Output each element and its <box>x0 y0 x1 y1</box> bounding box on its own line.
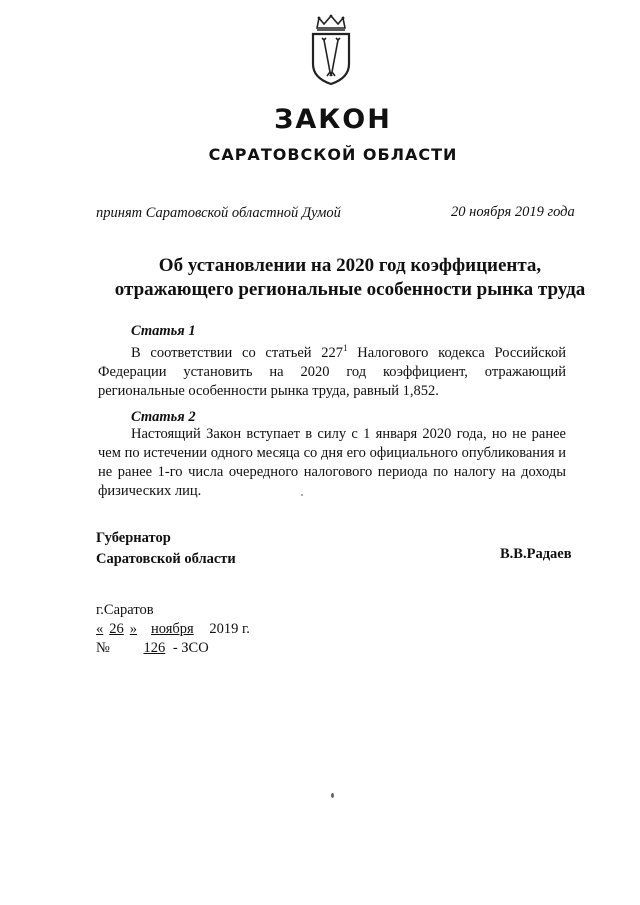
law-title-line2: отражающего региональные особенности рынка труда <box>114 279 586 300</box>
adopted-by-text: принят Саратовской областной Думой <box>96 205 341 221</box>
document-title: ЗАКОН <box>274 104 392 135</box>
governor-position-line1: Губернатор <box>96 530 171 546</box>
footer-date-close: » <box>129 621 137 637</box>
law-title <box>60 254 640 302</box>
article2-label: Статья 2 <box>131 409 196 425</box>
footer-number-label: № <box>96 640 110 656</box>
footer-date-open: « <box>96 621 104 637</box>
scan-speck <box>301 494 303 496</box>
footer-year: 2019 г. <box>209 621 250 637</box>
governor-name: В.В.Радаев <box>500 546 572 562</box>
footer-day: 26 <box>109 621 124 637</box>
coat-of-arms-icon <box>303 14 359 86</box>
footer-month: ноября <box>151 621 194 637</box>
article1-label: Статья 1 <box>131 323 196 339</box>
article2-text: Настоящий Закон вступает в силу с 1 января 2020 года, но не ранее чем по истечении одного месяца со дня его официального опубликования и не ранее 1-го числа очередного налогового периода по налогу на доходы физических лиц. <box>98 426 566 499</box>
article1-superscript: 1 <box>343 343 348 353</box>
footer-number-suffix: - ЗСО <box>172 640 209 656</box>
law-title-line1: Об установлении на 2020 год коэффициента, <box>158 255 542 276</box>
footer-block <box>96 601 250 658</box>
scan-mark <box>331 793 334 798</box>
governor-position-line2: Саратовской области <box>96 551 236 567</box>
footer-city: г.Саратов <box>96 602 154 618</box>
document-subtitle: САРАТОВСКОЙ ОБЛАСТИ <box>208 145 458 164</box>
governor-position <box>96 528 236 570</box>
article1-text-after: Налогового кодекса Российской Федерации установить на 2020 год коэффициент, отражающий региональные особенности рынка труда, равный 1,852. <box>98 344 566 399</box>
article1-text <box>98 339 566 401</box>
footer-date <box>96 620 250 639</box>
article1-text-before: В соответствии со статьей 227 <box>131 344 344 361</box>
adoption-date: 20 ноября 2019 года <box>451 204 575 220</box>
footer-number-value: 126 <box>143 640 166 656</box>
footer-number <box>96 639 250 658</box>
